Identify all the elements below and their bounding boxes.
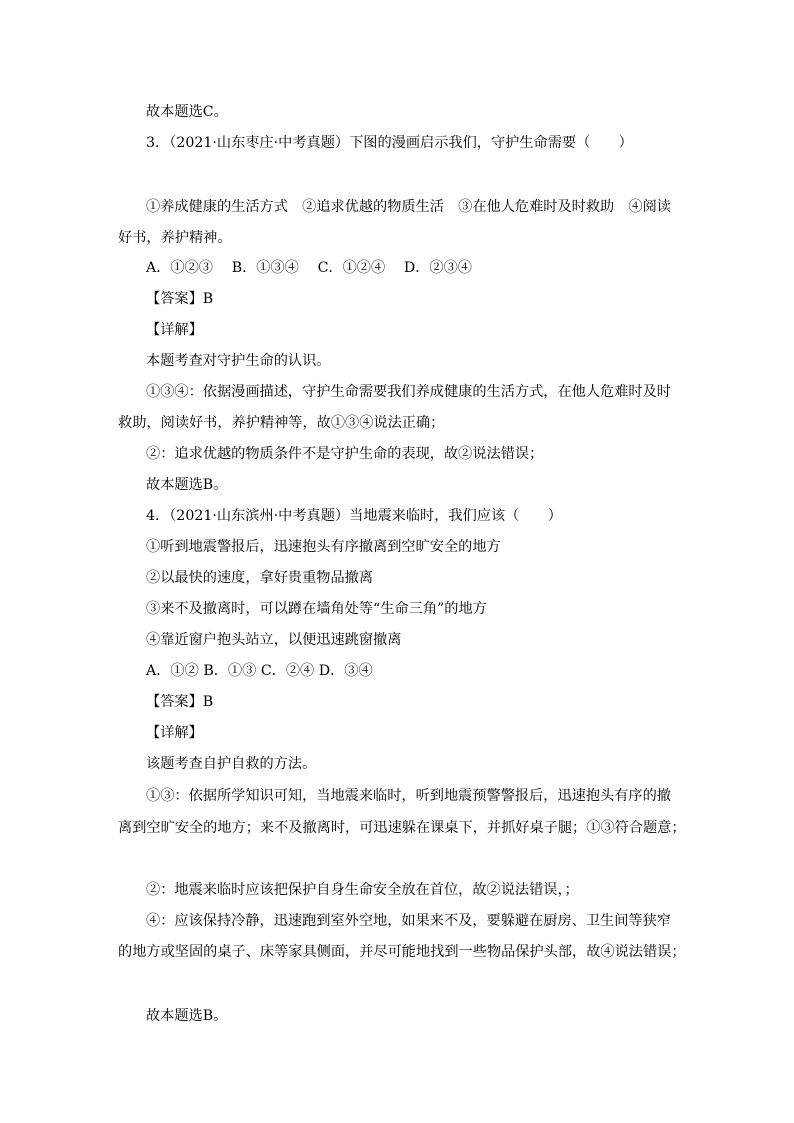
question-4-option-3: ③来不及撤离时，可以蹲在墙角处等“生命三角”的地方 — [146, 601, 487, 617]
question-3-answer: 【答案】B — [146, 291, 214, 307]
explanation-text: ②：追求优越的物质条件不是守护生命的表现，故②说法错误； — [146, 446, 544, 462]
conclusion-text: 故本题选B。 — [146, 477, 228, 493]
question-4-option-4: ④靠近窗户抱头站立，以便迅速跳窗撤离 — [146, 632, 402, 648]
explanation-text: 的地方或坚固的桌子、床等家具侧面，并尽可能地找到一些物品保护头部，故④说法错误； — [118, 944, 686, 960]
question-3-options-line-1: ①养成健康的生活方式 ②追求优越的物质生活 ③在他人危难时及时救助 ④阅读 — [146, 199, 671, 215]
question-4-stem: 4．（2021·山东滨州·中考真题）当地震来临时，我们应该（ ） — [146, 508, 562, 524]
question-3-options-line-2: 好书，养护精神。 — [118, 230, 232, 246]
question-3-stem: 3．（2021·山东枣庄·中考真题）下图的漫画启示我们，守护生命需要（ ） — [146, 135, 633, 151]
explanation-text: ①③④：依据漫画描述，守护生命需要我们养成健康的生活方式，在他人危难时及时 — [146, 384, 671, 400]
explanation-text: ②：地震来临时应该把保护自身生命安全放在首位，故②说法错误，； — [146, 882, 579, 898]
question-4-option-2: ②以最快的速度，拿好贵重物品撤离 — [146, 570, 374, 586]
question-4-answer: 【答案】B — [146, 694, 214, 710]
explanation-text: 该题考查自护自救的方法。 — [146, 756, 317, 772]
question-4-option-1: ①听到地震警报后，迅速抱头有序撤离到空旷安全的地方 — [146, 539, 501, 555]
question-3-choices: A．①②③ B．①③④ C．①②④ D．②③④ — [146, 260, 472, 276]
conclusion-text: 故本题选C。 — [146, 104, 228, 120]
question-3-explanation-heading: 【详解】 — [146, 322, 203, 338]
explanation-text: 本题考查对守护生命的认识。 — [146, 353, 331, 369]
conclusion-text: 故本题选B。 — [146, 1008, 228, 1024]
explanation-text: ④：应该保持冷静，迅速跑到室外空地，如果来不及，要躲避在厨房、卫生间等狭窄 — [146, 913, 671, 929]
explanation-text: ①③：依据所学知识可知，当地震来临时，听到地震预警警报后，迅速抱头有序的撤 — [146, 788, 671, 804]
explanation-text: 救助，阅读好书，养护精神等，故①③④说法正确； — [118, 415, 445, 431]
question-4-explanation-heading: 【详解】 — [146, 725, 203, 741]
question-4-choices: A．①② B．①③ C．②④ D．③④ — [146, 663, 373, 679]
explanation-text: 离到空旷安全的地方；来不及撤离时，可迅速躲在课桌下，并抓好桌子腿；①③符合题意； — [118, 820, 686, 836]
